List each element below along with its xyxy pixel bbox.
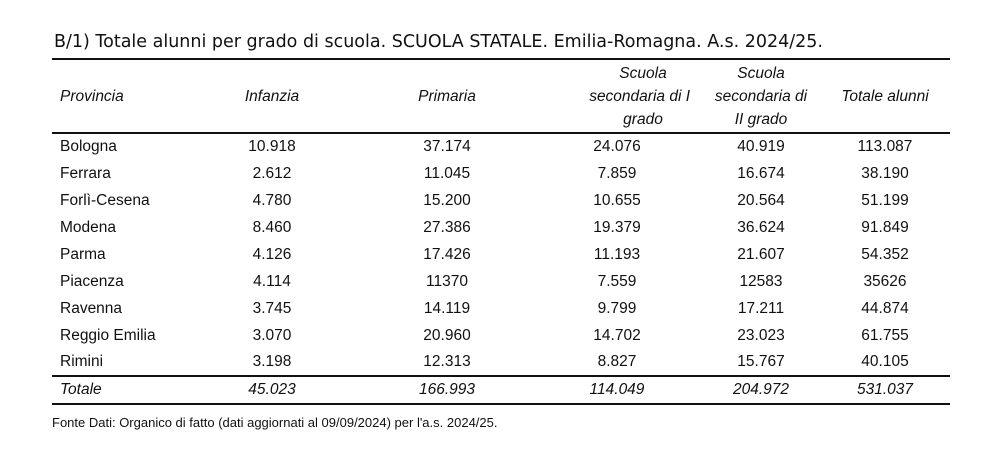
total-infanzia: 45.023 xyxy=(248,381,296,398)
table-header xyxy=(52,59,950,133)
cell-sec1: 9.799 xyxy=(597,299,637,317)
header-sec2-line2: secondaria di xyxy=(714,87,808,105)
cell-totale: 38.190 xyxy=(861,164,909,182)
table-row xyxy=(52,322,950,349)
cell-sec1: 19.379 xyxy=(593,218,641,236)
cell-infanzia: 4.126 xyxy=(252,245,292,263)
total-sec1: 114.049 xyxy=(589,381,645,398)
table-body xyxy=(52,133,950,376)
header-provincia: Provincia xyxy=(60,87,124,105)
total-sec2: 204.972 xyxy=(732,381,790,398)
total-label: Totale xyxy=(60,381,102,398)
total-primaria: 166.993 xyxy=(418,381,476,398)
cell-provincia: Piacenza xyxy=(60,272,124,290)
cell-provincia: Ferrara xyxy=(60,164,111,182)
cell-primaria: 14.119 xyxy=(423,299,471,317)
cell-infanzia: 4.114 xyxy=(253,272,291,290)
table-row xyxy=(52,268,950,295)
table-row xyxy=(52,187,950,214)
cell-primaria: 17.426 xyxy=(423,245,471,263)
cell-sec2: 16.674 xyxy=(737,164,785,182)
header-secondaria-secondo-grado xyxy=(702,59,820,133)
cell-sec2: 15.767 xyxy=(737,353,785,370)
cell-sec1: 24.076 xyxy=(593,138,641,155)
header-sec2-line3: II grado xyxy=(734,110,788,128)
cell-sec2: 17.211 xyxy=(737,299,785,317)
cell-primaria: 15.200 xyxy=(423,191,471,209)
table-row xyxy=(52,160,950,187)
cell-infanzia: 3.198 xyxy=(252,353,292,370)
cell-totale: 35626 xyxy=(863,272,907,290)
cell-primaria: 12.313 xyxy=(423,353,471,370)
cell-totale: 61.755 xyxy=(861,326,909,344)
cell-primaria: 27.386 xyxy=(423,218,471,236)
header-sec1-line2: secondaria di I xyxy=(589,87,690,105)
cell-totale: 51.199 xyxy=(861,191,909,209)
total-row xyxy=(52,376,950,404)
cell-sec2: 36.624 xyxy=(737,218,785,236)
cell-totale: 54.352 xyxy=(861,245,909,263)
cell-provincia: Rimini xyxy=(60,353,104,370)
cell-infanzia: 2.612 xyxy=(252,164,292,182)
cell-totale: 113.087 xyxy=(857,138,913,155)
cell-sec1: 10.655 xyxy=(593,191,641,209)
cell-provincia: Reggio Emilia xyxy=(60,326,156,344)
cell-provincia: Forlì-Cesena xyxy=(60,191,150,209)
cell-provincia: Parma xyxy=(60,245,106,263)
cell-sec2: 20.564 xyxy=(737,191,785,209)
students-table xyxy=(52,58,950,405)
cell-infanzia: 3.070 xyxy=(252,326,292,344)
cell-sec1: 7.559 xyxy=(597,272,637,290)
cell-sec2: 12583 xyxy=(739,272,783,290)
cell-infanzia: 10.918 xyxy=(248,138,296,155)
cell-primaria: 37.174 xyxy=(423,138,471,155)
cell-provincia: Modena xyxy=(60,218,117,236)
table-row xyxy=(52,241,950,268)
cell-sec2: 21.607 xyxy=(737,245,785,263)
source-note: Fonte Dati: Organico di fatto (dati aggiornati al 09/09/2024) per l'a.s. 2024/25. xyxy=(52,415,498,430)
cell-sec1: 7.859 xyxy=(597,164,637,182)
header-secondaria-primo-grado xyxy=(532,59,702,133)
cell-primaria: 11370 xyxy=(426,272,468,290)
header-infanzia: Infanzia xyxy=(244,87,300,105)
cell-infanzia: 4.780 xyxy=(252,191,292,209)
table-row xyxy=(52,214,950,241)
header-primaria: Primaria xyxy=(418,87,476,105)
header-sec2-line1: Scuola xyxy=(737,64,785,82)
table-row xyxy=(52,133,950,160)
header-totale-alunni: Totale alunni xyxy=(841,87,929,105)
table-footer xyxy=(52,376,950,404)
cell-primaria: 20.960 xyxy=(423,326,471,344)
table-title: B/1) Totale alunni per grado di scuola. SCUOLA STATALE. Emilia-Romagna. A.s. 2024/25. xyxy=(54,32,823,52)
total-totale: 531.037 xyxy=(856,381,914,398)
cell-infanzia: 3.745 xyxy=(252,299,292,317)
cell-provincia: Ravenna xyxy=(60,299,123,317)
table-row xyxy=(52,349,950,376)
cell-primaria: 11.045 xyxy=(423,164,471,182)
cell-sec1: 11.193 xyxy=(593,245,641,263)
cell-infanzia: 8.460 xyxy=(252,218,292,236)
header-sec1-line3: grado xyxy=(623,110,663,128)
cell-totale: 91.849 xyxy=(861,218,909,236)
cell-sec1: 8.827 xyxy=(597,353,637,370)
cell-provincia: Bologna xyxy=(60,138,117,155)
cell-sec2: 40.919 xyxy=(737,138,785,155)
cell-sec2: 23.023 xyxy=(737,326,785,344)
cell-totale: 44.874 xyxy=(861,299,909,317)
cell-sec1: 14.702 xyxy=(593,326,641,344)
table-row xyxy=(52,295,950,322)
header-sec1-line1: Scuola xyxy=(619,64,667,82)
cell-totale: 40.105 xyxy=(861,353,909,370)
